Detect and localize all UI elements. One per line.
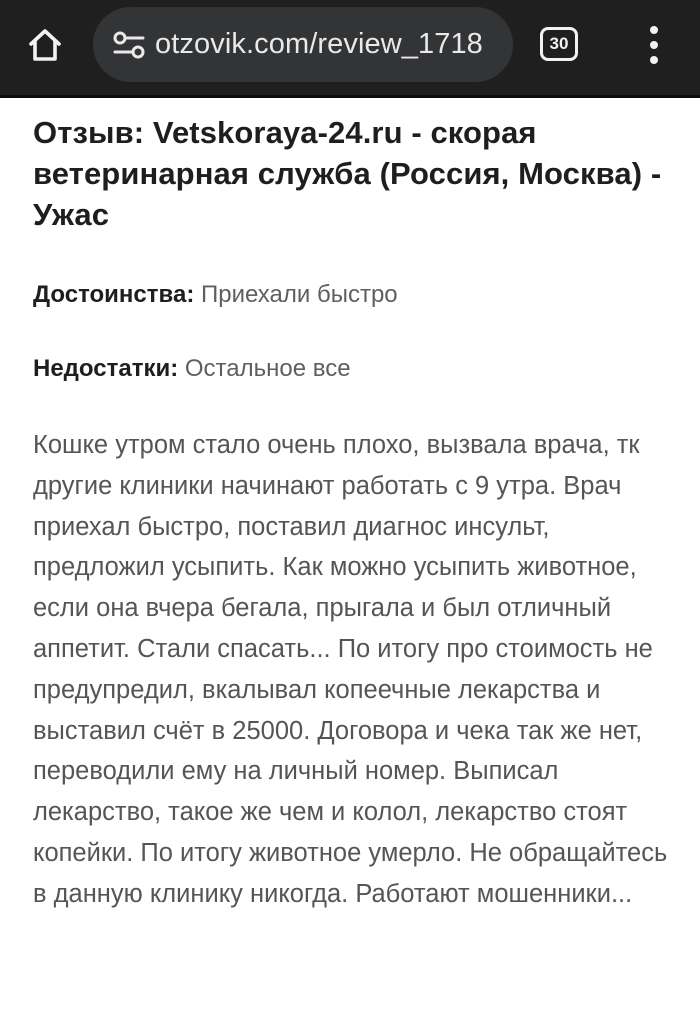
cons-label: Недостатки: bbox=[33, 355, 179, 382]
menu-dot bbox=[650, 26, 658, 34]
more-vert-icon[interactable] bbox=[640, 22, 668, 68]
pros-value: Приехали быстро bbox=[200, 281, 398, 308]
menu-dot bbox=[650, 56, 658, 64]
home-button[interactable] bbox=[20, 22, 70, 72]
pros-label: Достоинства: bbox=[33, 281, 195, 308]
review-title: Отзыв: Vetskoraya-24.ru - скорая ветеринарная служба (Россия, Москва) - Ужас bbox=[33, 115, 662, 232]
home-icon bbox=[25, 25, 65, 70]
tab-count: 30 bbox=[549, 34, 569, 53]
cons-value: Остальное все bbox=[184, 355, 351, 382]
menu-dot bbox=[650, 41, 658, 49]
tune-icon[interactable] bbox=[107, 23, 151, 67]
cons-row bbox=[33, 354, 673, 384]
tab-switcher-button[interactable] bbox=[540, 27, 578, 61]
address-bar[interactable] bbox=[93, 7, 513, 82]
browser-toolbar bbox=[0, 0, 700, 98]
url-text[interactable]: otzovik.com/review_1718 bbox=[155, 28, 483, 60]
review-body: Кошке утром стало очень плохо, вызвала врача, тк другие клиники начинают работать с 9 утра. Врач приехал быстро, поставил диагнос инсульт, предложил усыпить. Как можно усыпить животное, если она вчера бегала, прыгала и был отличный аппетит. Стали спасать... По итогу про стоимость не предупредил, вкалывал копеечные лекарства и выставил счёт в 25000. Договора и чека так же нет, переводили ему на личный номер. Выписал лекарство, такое же чем и колол, лекарство стоят копейки. По итогу животное умерло. Не обращайтесь в данную клинику никогда. Работают мошенники... bbox=[33, 431, 668, 908]
pros-row bbox=[33, 280, 673, 310]
review-content bbox=[33, 112, 673, 940]
